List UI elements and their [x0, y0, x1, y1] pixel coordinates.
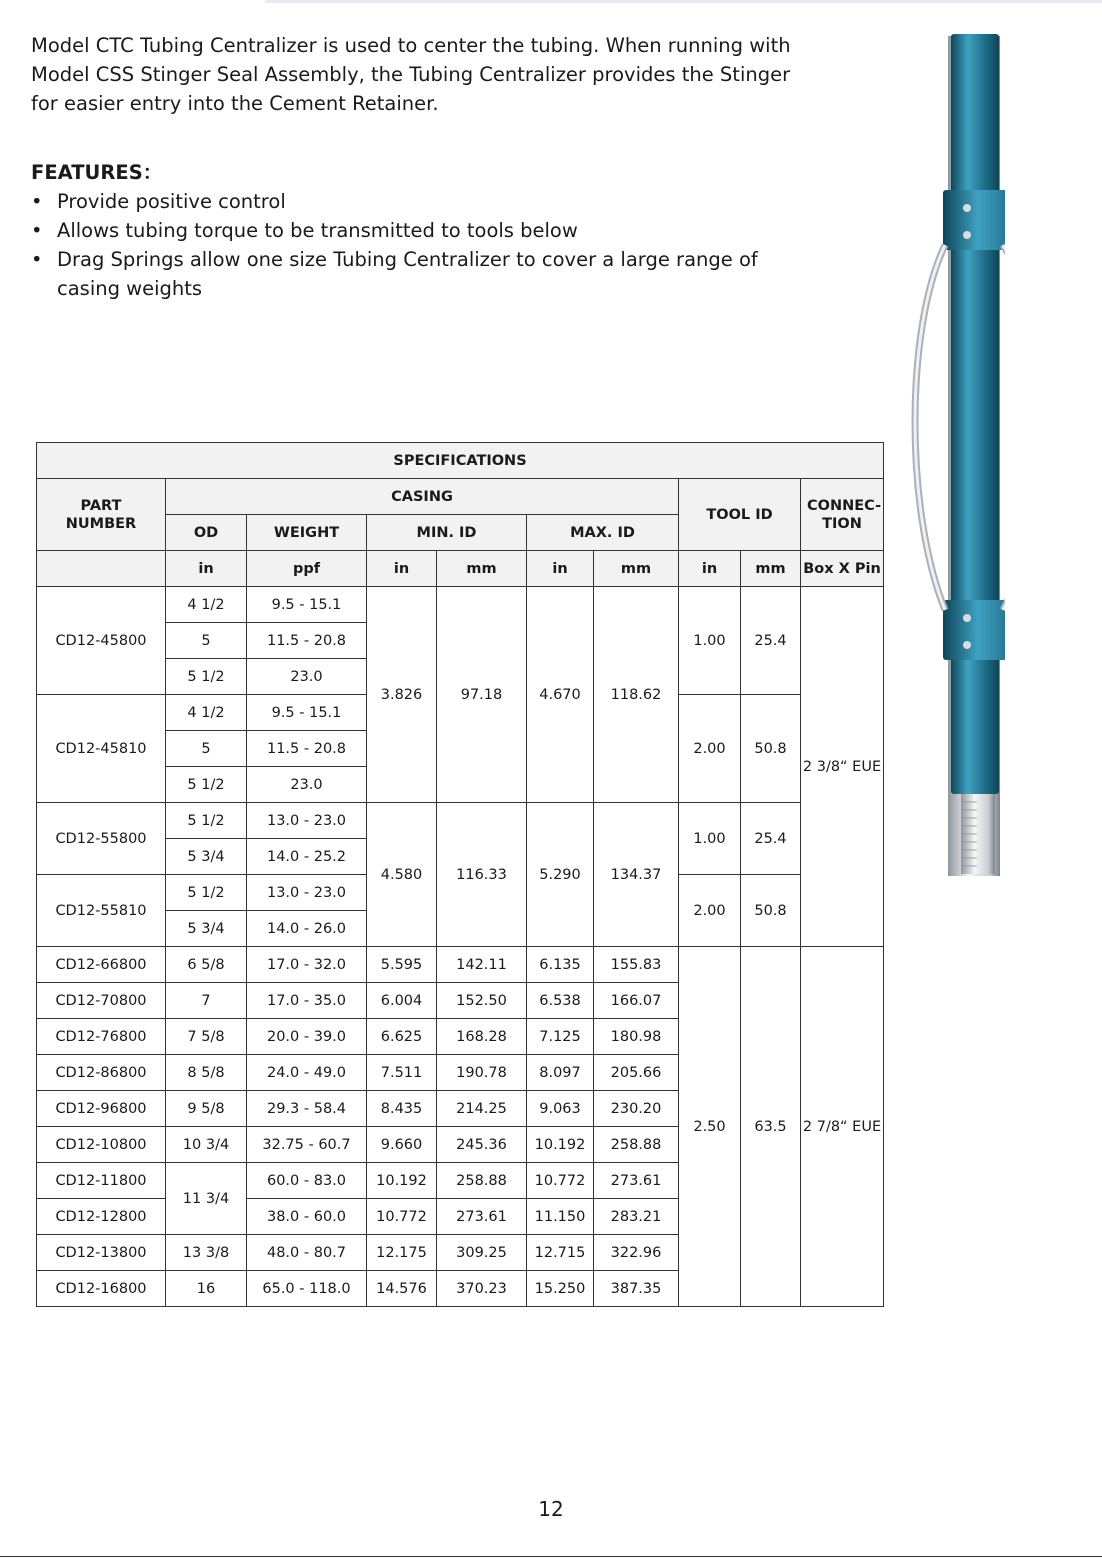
cell-part-number: CD12-96800	[37, 1091, 166, 1127]
feature-text: Drag Springs allow one size Tubing Centralizer to cover a large range of casing weights	[57, 248, 758, 300]
cell-weight: 29.3 - 58.4	[247, 1091, 367, 1127]
cell-min-id-in: 10.772	[367, 1199, 437, 1235]
specifications-table	[36, 442, 884, 1307]
cell-part-number: CD12-70800	[37, 983, 166, 1019]
cell-max-id-in: 8.097	[527, 1055, 594, 1091]
cell-od: 4 1/2	[166, 695, 247, 731]
header-part-number: PART NUMBER	[37, 479, 166, 551]
cell-od: 10 3/4	[166, 1127, 247, 1163]
features-heading: FEATURES：	[31, 161, 163, 184]
unit-min-mm: mm	[437, 551, 527, 587]
cell-weight: 11.5 - 20.8	[247, 623, 367, 659]
table-title: SPECIFICATIONS	[37, 443, 884, 479]
tubing-centralizer-illustration	[905, 30, 1005, 880]
page-number: 12	[538, 1497, 564, 1521]
feature-item	[31, 216, 791, 245]
unit-connection: Box X Pin	[801, 551, 884, 587]
cell-max-id-in: 6.538	[527, 983, 594, 1019]
cell-max-id-in: 12.715	[527, 1235, 594, 1271]
cell-tool-id-mm: 50.8	[741, 695, 801, 803]
cell-weight: 14.0 - 25.2	[247, 839, 367, 875]
cell-connection: 2 3/8“ EUE	[801, 587, 884, 947]
cell-max-id-mm: 258.88	[594, 1127, 679, 1163]
cell-min-id-in: 14.576	[367, 1271, 437, 1307]
cell-od: 5 1/2	[166, 659, 247, 695]
cell-od: 5	[166, 731, 247, 767]
cell-min-id-mm: 142.11	[437, 947, 527, 983]
cell-max-id-in: 15.250	[527, 1271, 594, 1307]
cell-tool-id-mm: 63.5	[741, 947, 801, 1307]
cell-min-id-in: 4.580	[367, 803, 437, 947]
cell-weight: 38.0 - 60.0	[247, 1199, 367, 1235]
cell-part-number: CD12-66800	[37, 947, 166, 983]
cell-min-id-in: 10.192	[367, 1163, 437, 1199]
cell-weight: 13.0 - 23.0	[247, 875, 367, 911]
cell-od: 7 5/8	[166, 1019, 247, 1055]
cell-max-id-mm: 118.62	[594, 587, 679, 803]
header-min-id: MIN. ID	[367, 515, 527, 551]
header-max-id: MAX. ID	[527, 515, 679, 551]
cell-max-id-mm: 134.37	[594, 803, 679, 947]
cell-min-id-in: 5.595	[367, 947, 437, 983]
unit-tool-in: in	[679, 551, 741, 587]
features-list	[31, 187, 791, 303]
cell-weight: 17.0 - 35.0	[247, 983, 367, 1019]
cell-weight: 11.5 - 20.8	[247, 731, 367, 767]
cell-tool-id-in: 2.00	[679, 875, 741, 947]
cell-max-id-mm: 166.07	[594, 983, 679, 1019]
cell-part-number: CD12-10800	[37, 1127, 166, 1163]
cell-max-id-mm: 273.61	[594, 1163, 679, 1199]
cell-tool-id-in: 1.00	[679, 587, 741, 695]
cell-weight: 13.0 - 23.0	[247, 803, 367, 839]
unit-max-in: in	[527, 551, 594, 587]
cell-weight: 20.0 - 39.0	[247, 1019, 367, 1055]
cell-max-id-in: 7.125	[527, 1019, 594, 1055]
cell-tool-id-mm: 25.4	[741, 587, 801, 695]
cell-od: 4 1/2	[166, 587, 247, 623]
bullet-icon: •	[31, 190, 43, 213]
cell-weight: 14.0 - 26.0	[247, 911, 367, 947]
cell-od: 5 3/4	[166, 911, 247, 947]
cell-weight: 9.5 - 15.1	[247, 695, 367, 731]
cell-tool-id-mm: 25.4	[741, 803, 801, 875]
cell-tool-id-in: 1.00	[679, 803, 741, 875]
header-weight: WEIGHT	[247, 515, 367, 551]
cell-part-number: CD12-16800	[37, 1271, 166, 1307]
cell-min-id-mm: 214.25	[437, 1091, 527, 1127]
cell-max-id-mm: 180.98	[594, 1019, 679, 1055]
bullet-icon: •	[31, 248, 43, 271]
cell-weight: 9.5 - 15.1	[247, 587, 367, 623]
cell-min-id-mm: 273.61	[437, 1199, 527, 1235]
unit-tool-mm: mm	[741, 551, 801, 587]
table-body	[37, 587, 884, 1307]
cell-min-id-in: 3.826	[367, 587, 437, 803]
cell-min-id-in: 7.511	[367, 1055, 437, 1091]
cell-part-number: CD12-76800	[37, 1019, 166, 1055]
cell-min-id-in: 9.660	[367, 1127, 437, 1163]
cell-weight: 65.0 - 118.0	[247, 1271, 367, 1307]
feature-text: Allows tubing torque to be transmitted to tools below	[57, 219, 578, 242]
cell-max-id-mm: 283.21	[594, 1199, 679, 1235]
cell-part-number: CD12-55810	[37, 875, 166, 947]
cell-part-number: CD12-86800	[37, 1055, 166, 1091]
cell-max-id-mm: 205.66	[594, 1055, 679, 1091]
feature-item	[31, 187, 791, 216]
cell-tool-id-in: 2.00	[679, 695, 741, 803]
cell-weight: 23.0	[247, 767, 367, 803]
cell-part-number: CD12-45810	[37, 695, 166, 803]
cell-od: 13 3/8	[166, 1235, 247, 1271]
unit-max-mm: mm	[594, 551, 679, 587]
cell-max-id-in: 9.063	[527, 1091, 594, 1127]
cell-min-id-in: 12.175	[367, 1235, 437, 1271]
cell-od: 9 5/8	[166, 1091, 247, 1127]
cell-od: 5 1/2	[166, 767, 247, 803]
cell-part-number: CD12-45800	[37, 587, 166, 695]
intro-paragraph: Model CTC Tubing Centralizer is used to center the tubing. When running with Model CSS Stinger Seal Assembly, the Tubing Centralizer provides the Stinger for easier entry into the Cement Retainer.	[31, 34, 791, 115]
cell-max-id-in: 4.670	[527, 587, 594, 803]
cell-weight: 24.0 - 49.0	[247, 1055, 367, 1091]
cell-max-id-in: 10.772	[527, 1163, 594, 1199]
cell-weight: 48.0 - 80.7	[247, 1235, 367, 1271]
cell-min-id-mm: 97.18	[437, 587, 527, 803]
cell-part-number: CD12-13800	[37, 1235, 166, 1271]
cell-weight: 60.0 - 83.0	[247, 1163, 367, 1199]
bullet-icon: •	[31, 219, 43, 242]
cell-max-id-mm: 230.20	[594, 1091, 679, 1127]
cell-od: 16	[166, 1271, 247, 1307]
cell-min-id-mm: 258.88	[437, 1163, 527, 1199]
cell-connection: 2 7/8“ EUE	[801, 947, 884, 1307]
cell-max-id-in: 10.192	[527, 1127, 594, 1163]
cell-min-id-mm: 190.78	[437, 1055, 527, 1091]
cell-od: 5 3/4	[166, 839, 247, 875]
cell-od: 5 1/2	[166, 803, 247, 839]
top-rule	[265, 0, 1102, 3]
unit-blank	[37, 551, 166, 587]
cell-min-id-in: 6.625	[367, 1019, 437, 1055]
cell-min-id-mm: 309.25	[437, 1235, 527, 1271]
cell-min-id-mm: 245.36	[437, 1127, 527, 1163]
cell-max-id-in: 6.135	[527, 947, 594, 983]
cell-max-id-in: 5.290	[527, 803, 594, 947]
cell-part-number: CD12-11800	[37, 1163, 166, 1199]
unit-min-in: in	[367, 551, 437, 587]
bottom-rule	[0, 1556, 1102, 1557]
cell-od: 11 3/4	[166, 1163, 247, 1235]
cell-part-number: CD12-12800	[37, 1199, 166, 1235]
table-row	[37, 947, 884, 983]
cell-tool-id-mm: 50.8	[741, 875, 801, 947]
feature-item	[31, 245, 791, 303]
table-row	[37, 803, 884, 839]
cell-od: 8 5/8	[166, 1055, 247, 1091]
cell-min-id-in: 6.004	[367, 983, 437, 1019]
feature-text: Provide positive control	[57, 190, 286, 213]
cell-min-id-mm: 370.23	[437, 1271, 527, 1307]
header-od: OD	[166, 515, 247, 551]
cell-min-id-in: 8.435	[367, 1091, 437, 1127]
cell-od: 6 5/8	[166, 947, 247, 983]
header-tool-id: TOOL ID	[679, 479, 801, 551]
cell-od: 5	[166, 623, 247, 659]
unit-od: in	[166, 551, 247, 587]
header-casing: CASING	[166, 479, 679, 515]
cell-max-id-in: 11.150	[527, 1199, 594, 1235]
cell-weight: 17.0 - 32.0	[247, 947, 367, 983]
cell-part-number: CD12-55800	[37, 803, 166, 875]
table-row	[37, 587, 884, 623]
header-connection: CONNEC-TION	[801, 479, 884, 551]
cell-od: 7	[166, 983, 247, 1019]
cell-od: 5 1/2	[166, 875, 247, 911]
cell-weight: 32.75 - 60.7	[247, 1127, 367, 1163]
cell-min-id-mm: 152.50	[437, 983, 527, 1019]
cell-max-id-mm: 155.83	[594, 947, 679, 983]
cell-tool-id-in: 2.50	[679, 947, 741, 1307]
cell-max-id-mm: 322.96	[594, 1235, 679, 1271]
cell-weight: 23.0	[247, 659, 367, 695]
cell-max-id-mm: 387.35	[594, 1271, 679, 1307]
cell-min-id-mm: 116.33	[437, 803, 527, 947]
unit-weight: ppf	[247, 551, 367, 587]
cell-min-id-mm: 168.28	[437, 1019, 527, 1055]
